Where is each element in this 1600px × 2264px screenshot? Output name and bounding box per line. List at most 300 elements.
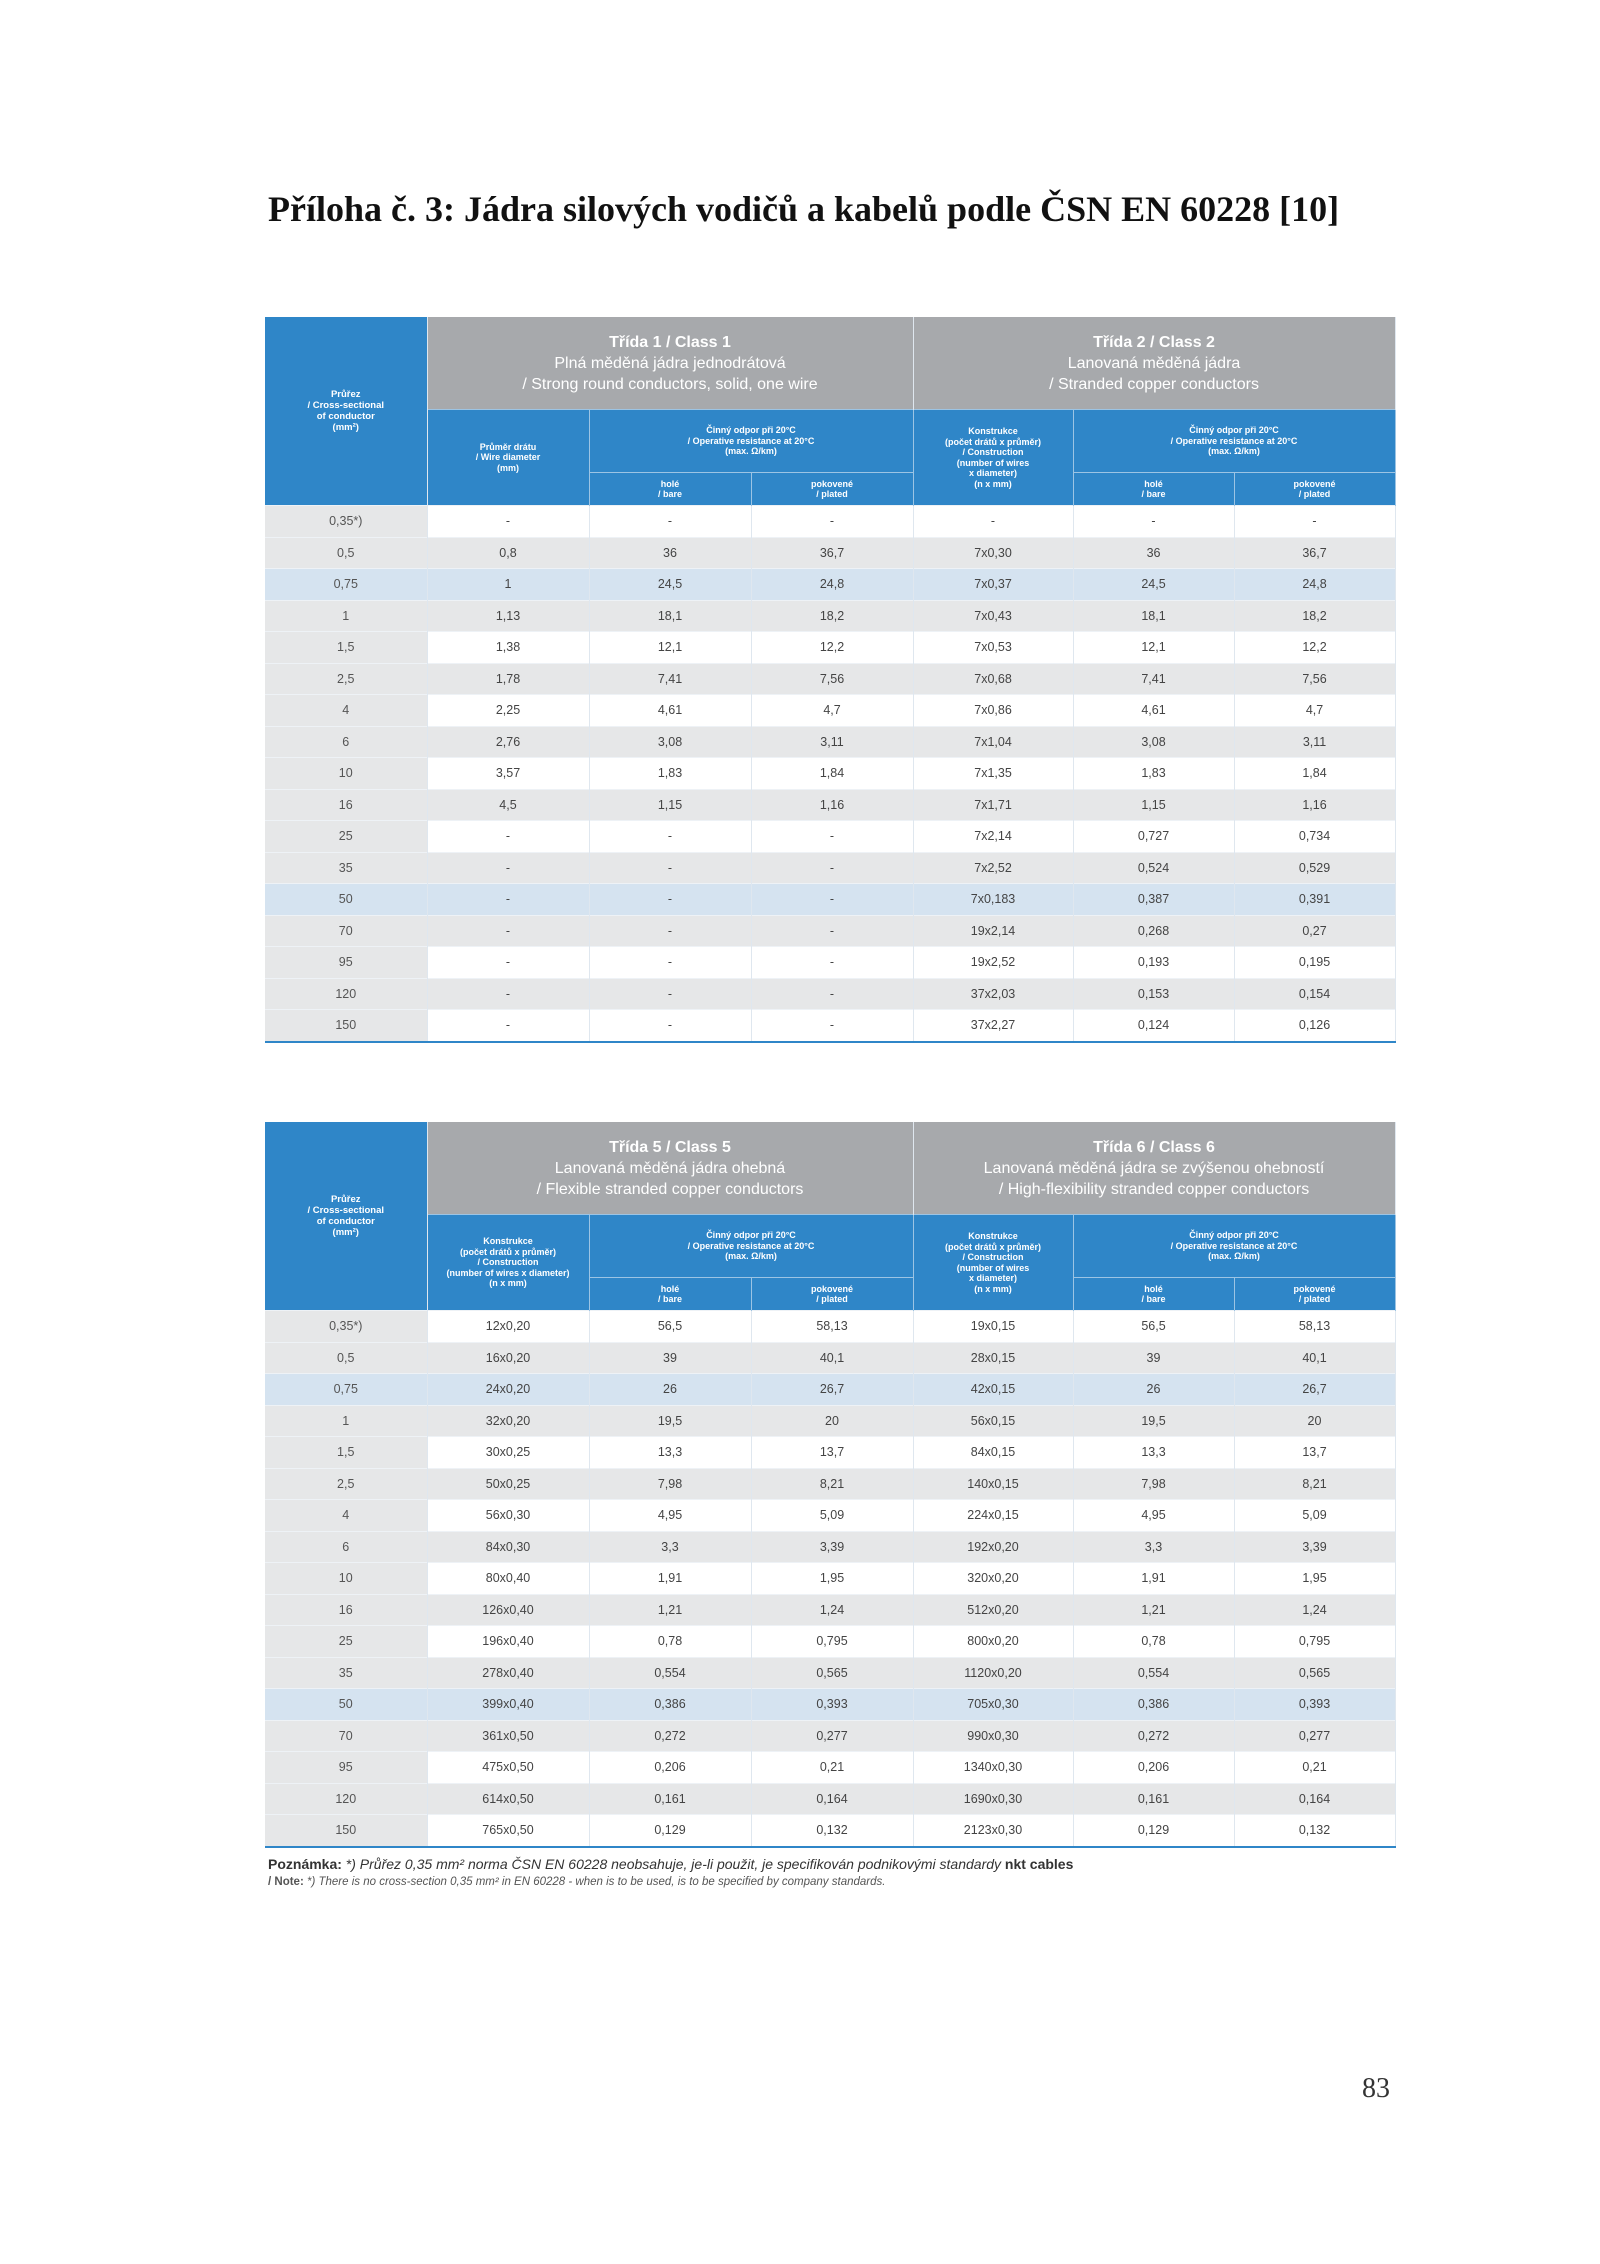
page-title: Příloha č. 3: Jádra silových vodičů a kabelů podle ČSN EN 60228 [10] [268, 189, 1340, 229]
table-cell: 0,272 [589, 1720, 751, 1752]
left-resistance-header-line: (max. Ω/km) [725, 446, 777, 457]
table-cell: 1,15 [1073, 789, 1234, 821]
table-cell: 0,277 [751, 1720, 913, 1752]
table-cell: 150 [265, 1815, 427, 1847]
table-cell: 0,164 [751, 1783, 913, 1815]
table-cell: - [589, 978, 751, 1010]
table-cell: 1,16 [751, 789, 913, 821]
table-row [265, 1815, 1395, 1847]
table-cell: 6 [265, 1531, 427, 1563]
table-cell: - [751, 506, 913, 538]
left-plated-header-line: pokovené [810, 1284, 853, 1294]
left-bare-header-line: / bare [657, 1294, 682, 1304]
right-plated-header-line: pokovené [1293, 479, 1336, 489]
table-cell: 3,08 [589, 726, 751, 758]
table-cell: 800x0,20 [913, 1626, 1073, 1658]
left-construction-header [427, 410, 589, 506]
table-cell: 3,39 [1234, 1531, 1395, 1563]
table-cell: 3,08 [1073, 726, 1234, 758]
table-cell: 8,21 [751, 1468, 913, 1500]
right-plated-header-line: / plated [1298, 489, 1331, 499]
table-row [265, 915, 1395, 947]
table-cell: 0,5 [265, 1342, 427, 1374]
right-construction-header-line: / Construction [962, 447, 1024, 457]
table-cell: 1 [265, 1405, 427, 1437]
table-cell: 7,56 [1234, 663, 1395, 695]
table-cell: 3,39 [751, 1531, 913, 1563]
table-cell: 765x0,50 [427, 1815, 589, 1847]
table-cell: 42x0,15 [913, 1374, 1073, 1406]
table-cell: 39 [589, 1342, 751, 1374]
right-plated-header-line: pokovené [1293, 1284, 1336, 1294]
table-cell: 0,126 [1234, 1010, 1395, 1042]
table-cell: 1,13 [427, 600, 589, 632]
right-resistance-header [1073, 410, 1395, 473]
table-cell: 18,2 [751, 600, 913, 632]
class-header-row [265, 1122, 1395, 1215]
table-cell: - [913, 506, 1073, 538]
table-cell: 1,84 [751, 758, 913, 790]
table-cell: - [427, 506, 589, 538]
table-cell: 24,5 [1073, 569, 1234, 601]
right-bare-header [1073, 473, 1234, 506]
left-class-header-en: / Strong round conductors, solid, one wire [522, 375, 818, 393]
table-row [265, 852, 1395, 884]
table-cell: 705x0,30 [913, 1689, 1073, 1721]
table-cell: 24,8 [751, 569, 913, 601]
class-header-row [265, 317, 1395, 410]
table-cell: - [427, 852, 589, 884]
table-row [265, 1405, 1395, 1437]
table-cell: 0,386 [589, 1689, 751, 1721]
table-row [265, 663, 1395, 695]
table-cell: 50 [265, 884, 427, 916]
table-cell: 0,27 [1234, 915, 1395, 947]
left-construction-header-line: (mm) [497, 462, 519, 473]
table-cell: 10 [265, 1563, 427, 1595]
table-cell: 120 [265, 1783, 427, 1815]
left-bare-header [589, 473, 751, 506]
table-cell: 3,11 [751, 726, 913, 758]
table-cell: 1,21 [589, 1594, 751, 1626]
footnote-cz-text: *) Průřez 0,35 mm² norma ČSN EN 60228 neobsahuje, je-li použit, je specifikován podnikovými standardy [341, 1856, 1005, 1872]
table-row [265, 726, 1395, 758]
right-construction-header-line: (number of wires [956, 1262, 1030, 1273]
left-plated-header-line: / plated [816, 489, 848, 499]
table-cell: - [751, 884, 913, 916]
table-cell: 4 [265, 1500, 427, 1532]
table-cell: 0,132 [751, 1815, 913, 1847]
table-cell: 6 [265, 726, 427, 758]
table-cell: 0,21 [751, 1752, 913, 1784]
table-cell: 12,2 [1234, 632, 1395, 664]
right-class-header [913, 317, 1395, 410]
table-cell: 361x0,50 [427, 1720, 589, 1752]
right-construction-header-line: (number of wires [956, 457, 1030, 468]
table-cell: 0,268 [1073, 915, 1234, 947]
table-cell: 1,91 [1073, 1563, 1234, 1595]
left-bare-header-line: holé [660, 479, 680, 489]
right-class-header-name: Třída 6 / Class 6 [1093, 1138, 1215, 1156]
right-class-header-name: Třída 2 / Class 2 [1093, 333, 1215, 351]
subheader-row [265, 1215, 1395, 1278]
table-cell: 1,21 [1073, 1594, 1234, 1626]
table-cell: 70 [265, 1720, 427, 1752]
table-cell: - [589, 915, 751, 947]
cross-section-header-line: (mm²) [332, 422, 359, 433]
table-row [265, 1010, 1395, 1042]
right-construction-header-line: (n x mm) [974, 478, 1012, 489]
table-cell: 19,5 [1073, 1405, 1234, 1437]
table-cell: - [589, 852, 751, 884]
left-construction-header-line: / Construction [477, 1257, 539, 1268]
left-resistance-header [589, 1215, 913, 1278]
right-plated-header-line: / plated [1298, 1294, 1331, 1304]
table-cell: 4,7 [1234, 695, 1395, 727]
table-row [265, 537, 1395, 569]
table-cell: 0,78 [1073, 1626, 1234, 1658]
table-cell: 0,727 [1073, 821, 1234, 853]
table-cell: 24x0,20 [427, 1374, 589, 1406]
table-cell: 28x0,15 [913, 1342, 1073, 1374]
table-cell: 5,09 [751, 1500, 913, 1532]
cross-section-header-line: / Cross-sectional [307, 1205, 385, 1216]
table-row [265, 1437, 1395, 1469]
table-cell: 36 [589, 537, 751, 569]
table-cell: 0,124 [1073, 1010, 1234, 1042]
table-cell: 0,75 [265, 1374, 427, 1406]
table-cell: 7x0,183 [913, 884, 1073, 916]
table-cell: 25 [265, 821, 427, 853]
table-row [265, 569, 1395, 601]
table-cell: 1,83 [589, 758, 751, 790]
right-class-header [913, 1122, 1395, 1215]
right-resistance-header-line: (max. Ω/km) [1208, 1251, 1260, 1262]
right-construction-header-line: (počet drátů x průměr) [945, 436, 1042, 447]
table-cell: 7,41 [589, 663, 751, 695]
table-cell: 4,95 [589, 1500, 751, 1532]
table-cell: 0,129 [589, 1815, 751, 1847]
table-cell: 19x0,15 [913, 1311, 1073, 1343]
table-cell: 126x0,40 [427, 1594, 589, 1626]
cross-section-header-line: Průřez [330, 1194, 361, 1205]
left-resistance-header-line: / Operative resistance at 20°C [687, 1240, 815, 1251]
table-cell: 3,3 [1073, 1531, 1234, 1563]
table-cell: 1690x0,30 [913, 1783, 1073, 1815]
table-cell: 58,13 [751, 1311, 913, 1343]
table-cell: - [427, 915, 589, 947]
table-cell: 30x0,25 [427, 1437, 589, 1469]
table-cell: 224x0,15 [913, 1500, 1073, 1532]
right-class-header-en: / High-flexibility stranded copper conductors [998, 1180, 1310, 1198]
right-resistance-header-line: (max. Ω/km) [1208, 446, 1260, 457]
table-cell: 7x0,53 [913, 632, 1073, 664]
right-construction-header [913, 410, 1073, 506]
table-cell: 0,272 [1073, 1720, 1234, 1752]
table-row [265, 1626, 1395, 1658]
right-bare-header-line: holé [1144, 479, 1163, 489]
table-row [265, 1657, 1395, 1689]
left-construction-header-line: Průměr drátu [479, 441, 537, 452]
table-cell: 4,61 [1073, 695, 1234, 727]
left-class-header-name: Třída 5 / Class 5 [609, 1138, 731, 1156]
table-cell: 1,78 [427, 663, 589, 695]
table-row [265, 1500, 1395, 1532]
table-cell: 1,83 [1073, 758, 1234, 790]
table-row [265, 884, 1395, 916]
right-plated-header [1234, 1278, 1395, 1311]
table-cell: 7x2,52 [913, 852, 1073, 884]
table-cell: 120 [265, 978, 427, 1010]
table-cell: - [751, 978, 913, 1010]
table-cell: 1 [265, 600, 427, 632]
table-cell: - [427, 1010, 589, 1042]
table-cell: 140x0,15 [913, 1468, 1073, 1500]
right-construction-header-line: / Construction [962, 1252, 1024, 1262]
table-cell: 40,1 [1234, 1342, 1395, 1374]
table-row [265, 789, 1395, 821]
table-row [265, 1594, 1395, 1626]
table-cell: 12,1 [1073, 632, 1234, 664]
table-cell: - [1073, 506, 1234, 538]
table-cell: 2,25 [427, 695, 589, 727]
table-row [265, 506, 1395, 538]
right-plated-header [1234, 473, 1395, 506]
table-cell: 19x2,14 [913, 915, 1073, 947]
table-cell: 1,24 [1234, 1594, 1395, 1626]
right-construction-header-line: (počet drátů x průměr) [944, 1241, 1041, 1252]
table-cell: 12,1 [589, 632, 751, 664]
right-bare-header-line: / bare [1141, 1294, 1166, 1304]
table-cell: 5,09 [1234, 1500, 1395, 1532]
table-row [265, 1563, 1395, 1595]
table-cell: 1,16 [1234, 789, 1395, 821]
table-cell: 95 [265, 1752, 427, 1784]
cross-section-header-line: (mm²) [332, 1227, 359, 1238]
table-cell: 0,393 [751, 1689, 913, 1721]
table-cell: 58,13 [1234, 1311, 1395, 1343]
table-cell: 3,11 [1234, 726, 1395, 758]
left-class-header [427, 1122, 913, 1215]
right-bare-header-line: / bare [1141, 489, 1166, 499]
table-cell: 0,391 [1234, 884, 1395, 916]
table-cell: 7x0,86 [913, 695, 1073, 727]
left-resistance-header-line: Činný odpor při 20°C [706, 425, 796, 436]
table-cell: 50 [265, 1689, 427, 1721]
table-cell: 1340x0,30 [913, 1752, 1073, 1784]
table-cell: 39 [1073, 1342, 1234, 1374]
table-cell: 0,206 [589, 1752, 751, 1784]
table-cell: 36,7 [751, 537, 913, 569]
cross-section-header-line: Průřez [330, 389, 361, 400]
table-cell: 0,195 [1234, 947, 1395, 979]
table-cell: - [589, 1010, 751, 1042]
table-cell: 0,153 [1073, 978, 1234, 1010]
right-construction-header-line: x diameter) [969, 468, 1018, 478]
table-cell: 40,1 [751, 1342, 913, 1374]
page-number: 83 [1362, 2073, 1390, 2104]
right-class-header-en: / Stranded copper conductors [1049, 375, 1259, 393]
table-cell: 80x0,40 [427, 1563, 589, 1595]
table-cell: 70 [265, 915, 427, 947]
table-cell: 18,2 [1234, 600, 1395, 632]
table-cell: 4,5 [427, 789, 589, 821]
table-cell: 35 [265, 852, 427, 884]
table-cell: 26 [1073, 1374, 1234, 1406]
table-cell: 0,5 [265, 537, 427, 569]
table-cell: 32x0,20 [427, 1405, 589, 1437]
table-cell: 1,15 [589, 789, 751, 821]
table-cell: - [589, 947, 751, 979]
table-cell: 4 [265, 695, 427, 727]
table-cell: 37x2,27 [913, 1010, 1073, 1042]
table-row [265, 1311, 1395, 1343]
table-row [265, 947, 1395, 979]
table-cell: - [427, 821, 589, 853]
table-cell: - [427, 978, 589, 1010]
table-cell: 1,84 [1234, 758, 1395, 790]
left-resistance-header-line: Činný odpor při 20°C [706, 1230, 796, 1241]
footnote-brand: nkt cables [1004, 1856, 1074, 1872]
table-cell: 26,7 [751, 1374, 913, 1406]
table-cell: 990x0,30 [913, 1720, 1073, 1752]
left-resistance-header-line: (max. Ω/km) [725, 1251, 777, 1262]
left-bare-header-line: holé [660, 1284, 680, 1294]
table-row [265, 600, 1395, 632]
table-cell: 0,161 [1073, 1783, 1234, 1815]
table-cell: 84x0,30 [427, 1531, 589, 1563]
table-cell: 4,61 [589, 695, 751, 727]
table-row [265, 632, 1395, 664]
table-cell: 16 [265, 1594, 427, 1626]
right-construction-header-line: Konstrukce [968, 1231, 1018, 1241]
table-cell: 0,75 [265, 569, 427, 601]
table-cell: 1,5 [265, 632, 427, 664]
right-bare-header [1073, 1278, 1234, 1311]
table-cell: 13,3 [1073, 1437, 1234, 1469]
right-construction-header-line: x diameter) [968, 1273, 1018, 1283]
table-cell: 1,95 [1234, 1563, 1395, 1595]
right-class-header-cz: Lanovaná měděná jádra [1067, 354, 1241, 372]
table-cell: 0,35*) [265, 1311, 427, 1343]
table-cell: 50x0,25 [427, 1468, 589, 1500]
table-cell: 56x0,30 [427, 1500, 589, 1532]
table-cell: 0,277 [1234, 1720, 1395, 1752]
table-cell: 18,1 [1073, 600, 1234, 632]
left-bare-header-line: / bare [657, 489, 682, 499]
table-cell: 150 [265, 1010, 427, 1042]
table-cell: 4,95 [1073, 1500, 1234, 1532]
cross-section-header-line: of conductor [316, 411, 375, 422]
table-cell: 1,24 [751, 1594, 913, 1626]
table-cell: 1 [427, 569, 589, 601]
table-cell: 7x1,35 [913, 758, 1073, 790]
table-cell: 7x0,43 [913, 600, 1073, 632]
table-cell: 36 [1073, 537, 1234, 569]
table-cell: 10 [265, 758, 427, 790]
table-cell: 7x1,71 [913, 789, 1073, 821]
table-cell: 475x0,50 [427, 1752, 589, 1784]
table-cell: 4,7 [751, 695, 913, 727]
cross-section-header-line: of conductor [316, 1216, 375, 1227]
table-cell: 16x0,20 [427, 1342, 589, 1374]
table-cell: 12,2 [751, 632, 913, 664]
table-cell: 20 [751, 1405, 913, 1437]
left-construction-header [427, 1215, 589, 1311]
table-cell: 0,78 [589, 1626, 751, 1658]
table-cell: 13,3 [589, 1437, 751, 1469]
table-cell: 0,129 [1073, 1815, 1234, 1847]
table-cell: 1,95 [751, 1563, 913, 1595]
left-class-header-en: / Flexible stranded copper conductors [536, 1180, 804, 1198]
left-plated-header [751, 473, 913, 506]
table-cell: - [751, 821, 913, 853]
table-cell: - [1234, 506, 1395, 538]
left-plated-header-line: / plated [816, 1294, 848, 1304]
table-cell: 1,38 [427, 632, 589, 664]
right-resistance-header-line: Činný odpor při 20°C [1189, 425, 1279, 436]
table-cell: 0,386 [1073, 1689, 1234, 1721]
table-cell: 0,795 [1234, 1626, 1395, 1658]
table-cell: 0,164 [1234, 1783, 1395, 1815]
table-cell: 19x2,52 [913, 947, 1073, 979]
table-cell: - [589, 884, 751, 916]
table-cell: 24,8 [1234, 569, 1395, 601]
footnote-en-text: *) There is no cross-section 0,35 mm² in EN 60228 - when is to be used, is to be specified by company standards. [303, 1876, 886, 1888]
left-plated-header [751, 1278, 913, 1311]
table-cell: 0,21 [1234, 1752, 1395, 1784]
table-row [265, 1752, 1395, 1784]
table-cell: 0,734 [1234, 821, 1395, 853]
left-plated-header-line: pokovené [811, 479, 854, 489]
table-cell: 7x1,04 [913, 726, 1073, 758]
left-class-header [427, 317, 913, 410]
table-cell: 0,795 [751, 1626, 913, 1658]
table-cell: 13,7 [751, 1437, 913, 1469]
table-row [265, 821, 1395, 853]
table-cell: 0,154 [1234, 978, 1395, 1010]
table-cell: 0,554 [1073, 1657, 1234, 1689]
table-cell: 95 [265, 947, 427, 979]
table-cell: 8,21 [1234, 1468, 1395, 1500]
footnote-cz [268, 1855, 1398, 1874]
table-cell: 7x0,37 [913, 569, 1073, 601]
right-resistance-header-line: Činný odpor při 20°C [1189, 1230, 1279, 1241]
table-cell: 0,161 [589, 1783, 751, 1815]
table-cell: 7,41 [1073, 663, 1234, 695]
table-cell: 0,8 [427, 537, 589, 569]
table-row [265, 1374, 1395, 1406]
table-cell: 0,529 [1234, 852, 1395, 884]
table-cell: 192x0,20 [913, 1531, 1073, 1563]
table-cell: 20 [1234, 1405, 1395, 1437]
table-cell: 278x0,40 [427, 1657, 589, 1689]
table-cell: 35 [265, 1657, 427, 1689]
table-cell: 0,565 [751, 1657, 913, 1689]
table-cell: 2,5 [265, 1468, 427, 1500]
table-cell: 7,98 [1073, 1468, 1234, 1500]
table-row [265, 1342, 1395, 1374]
table-cell: 26,7 [1234, 1374, 1395, 1406]
table-cell: 512x0,20 [913, 1594, 1073, 1626]
table-cell: 3,3 [589, 1531, 751, 1563]
table-cell: 18,1 [589, 600, 751, 632]
table-cell: 16 [265, 789, 427, 821]
left-resistance-header [589, 410, 913, 473]
table-row [265, 1783, 1395, 1815]
table-cell: - [751, 852, 913, 884]
table-cell: 24,5 [589, 569, 751, 601]
